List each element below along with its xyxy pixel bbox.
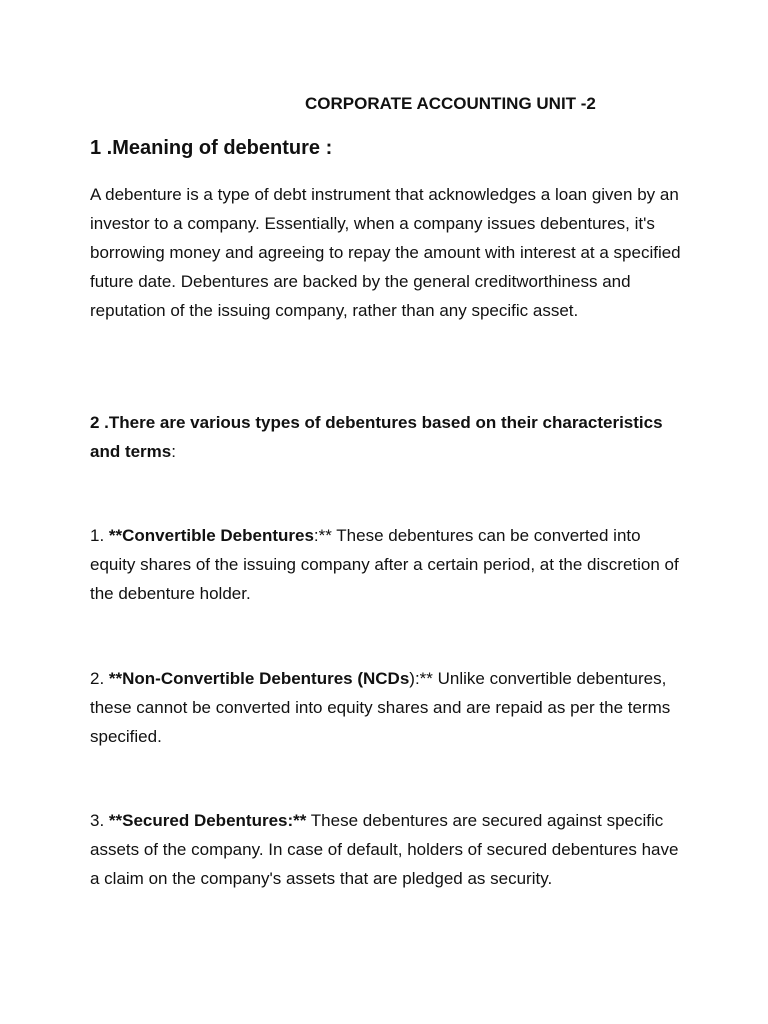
list-item-secured (90, 806, 690, 893)
list-item-term: **Convertible Debentures (108, 526, 314, 545)
section-2-heading (90, 408, 690, 466)
section-2-heading-text: 2 .There are various types of debentures based on their characteristics and terms (90, 413, 663, 461)
section-2-heading-colon: : (171, 442, 176, 461)
list-item-non-convertible (90, 664, 690, 751)
list-item-convertible (90, 521, 690, 608)
section-1-paragraph: A debenture is a type of debt instrument that acknowledges a loan given by an investor to a company. Essentially, when a company issues debentures, it's borrowing money and agreeing to repay the amount with interest at a specified future date. Debentures are backed by the general creditworthiness and reputation of the issuing company, rather than any specific asset. (90, 185, 681, 320)
document-title: CORPORATE ACCOUNTING UNIT -2 (305, 94, 596, 113)
list-item-description: These debentures are secured against specific assets of the company. In case of default, holders of secured debentures have a claim on the company's assets that are pledged as security. (90, 811, 679, 888)
list-item-description: :** These debentures can be converted into equity shares of the issuing company after a certain period, at the discretion of the debenture holder. (90, 526, 679, 603)
list-item-number: 1. (90, 526, 109, 545)
list-item-term: **Secured Debentures:** (108, 811, 307, 830)
list-item-number: 2. (90, 669, 109, 688)
section-1-heading: 1 .Meaning of debenture : (90, 137, 333, 159)
list-item-description: ):** Unlike convertible debentures, these cannot be converted into equity shares and are repaid as per the terms specified. (90, 669, 671, 746)
list-item-number: 3. (90, 811, 109, 830)
list-item-term: **Non-Convertible Debentures (NCDs (108, 669, 410, 688)
